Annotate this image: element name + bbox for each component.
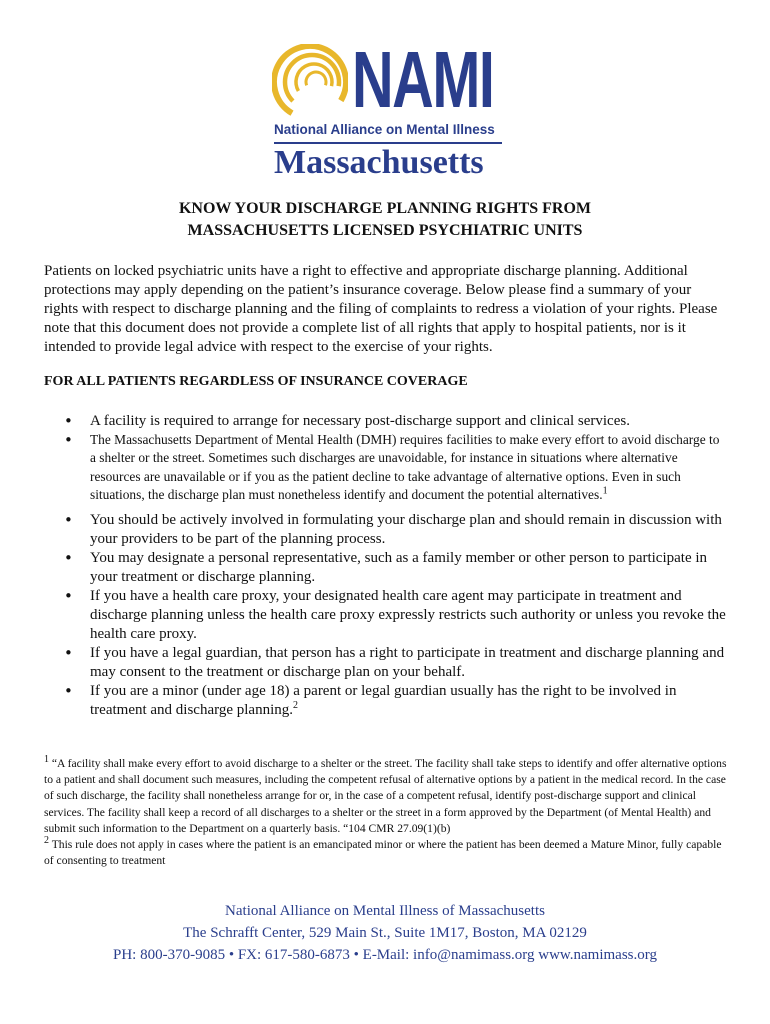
list-item-text: The Massachusetts Department of Mental Health (DMH) requires facilities to make every effort to avoid discharge to a shelter or the street. Sometimes such discharges are unavoidable, for instance in situations where alternative resources are unavailable or if you as the patient decline to take advantage of alternative options. Even in such situations, the discharge plan must nonetheless identify and document the potential alternatives. — [90, 432, 720, 503]
footnote-ref-2: 2 — [293, 699, 298, 711]
footnote-text: “A facility shall make every effort to avoid discharge to a shelter or the street. The facility shall take steps to identify and offer alternative options to a patient and shall document such measures, including the competent refusal of alternative options by a patient in the medical record. In the case of such discharge, the facility shall nonetheless arrange for or, in the case of a competent refusal, identify post-discharge support and clinical services. The facility shall keep a record of all discharges to a shelter or the street in a form approved by the Department (of Mental Health) and submit such information to the Department on a quarterly basis. “104 CMR 27.09(1)(b) — [44, 757, 727, 835]
section-heading: FOR ALL PATIENTS REGARDLESS OF INSURANCE COVERAGE — [44, 374, 468, 389]
rights-list — [44, 412, 728, 720]
footnote-ref-1: 1 — [602, 485, 608, 497]
list-item-text: If you are a minor (under age 18) a parent or legal guardian usually has the right to be involved in treatment and discharge planning. — [90, 682, 677, 718]
footer-contact: PH: 800-370-9085 • FX: 617-580-6873 • E-Mail: info@namimass.org www.namimass.org — [112, 947, 657, 963]
bullet-icon: • — [64, 548, 73, 567]
list-item — [44, 511, 728, 549]
footnote-mark: 1 — [44, 754, 49, 766]
logo-state-name: Massachusetts — [274, 144, 484, 181]
list-item-text: A facility is required to arrange for necessary post-discharge support and clinical services. — [90, 413, 630, 429]
footer-address: The Schrafft Center, 529 Main St., Suite 1M17, Boston, MA 02129 — [183, 925, 587, 941]
title-line-2: MASSACHUSETTS LICENSED PSYCHIATRIC UNITS — [187, 222, 583, 239]
list-item — [44, 431, 728, 505]
bullet-icon: • — [64, 412, 73, 430]
bullet-icon: • — [64, 643, 73, 662]
nami-sun-emblem-icon — [272, 44, 348, 120]
bullet-icon: • — [64, 431, 73, 449]
list-item-text: You may designate a personal representative, such as a family member or other person to participate in your treatment or discharge planning. — [90, 549, 708, 585]
list-item — [44, 587, 728, 644]
bullet-icon: • — [64, 586, 73, 605]
footnotes — [44, 756, 734, 869]
list-item — [44, 644, 728, 682]
intro-paragraph: Patients on locked psychiatric units have a right to effective and appropriate discharge planning. Additional protections may apply depending on the patient’s insurance coverage. Below please find a summary of your rights with respect to discharge planning and the filing of complaints to redress a violation of your rights. Please note that this document does not provide a complete list of all rights that apply to hospital patients, nor is it intended to provide legal advice with respect to the exercise of your rights. — [44, 263, 718, 355]
list-item — [44, 412, 728, 431]
list-item-text: If you have a health care proxy, your designated health care agent may participate in treatment and discharge planning unless the health care proxy expressly restricts such authority or unless you revoke the health care proxy. — [90, 587, 726, 642]
logo-wordmark: NAMI — [352, 35, 494, 124]
title-line-1: KNOW YOUR DISCHARGE PLANNING RIGHTS FROM — [178, 200, 592, 217]
nami-logo — [272, 35, 504, 182]
document-title — [0, 198, 770, 242]
logo-org-name: National Alliance on Mental Illness — [274, 122, 495, 137]
footnote-2 — [44, 837, 734, 869]
footnote-1 — [44, 756, 734, 837]
list-item-text: You should be actively involved in formulating your discharge plan and should remain in discussion with your providers to be part of the planning process. — [90, 511, 722, 547]
bullet-icon: • — [64, 681, 73, 700]
page-footer — [0, 900, 770, 966]
footer-org-name: National Alliance on Mental Illness of Massachusetts — [225, 903, 545, 919]
footnote-mark: 2 — [44, 835, 49, 847]
bullet-icon: • — [64, 510, 73, 529]
list-item — [44, 549, 728, 587]
footnote-text: This rule does not apply in cases where the patient is an emancipated minor or where the patient has been deemed a Mature Minor, fully capable of consenting to treatment — [44, 838, 722, 868]
list-item — [44, 682, 728, 720]
list-item-text: If you have a legal guardian, that person has a right to participate in treatment and discharge planning and may consent to the treatment or discharge plan on your behalf. — [90, 644, 725, 680]
